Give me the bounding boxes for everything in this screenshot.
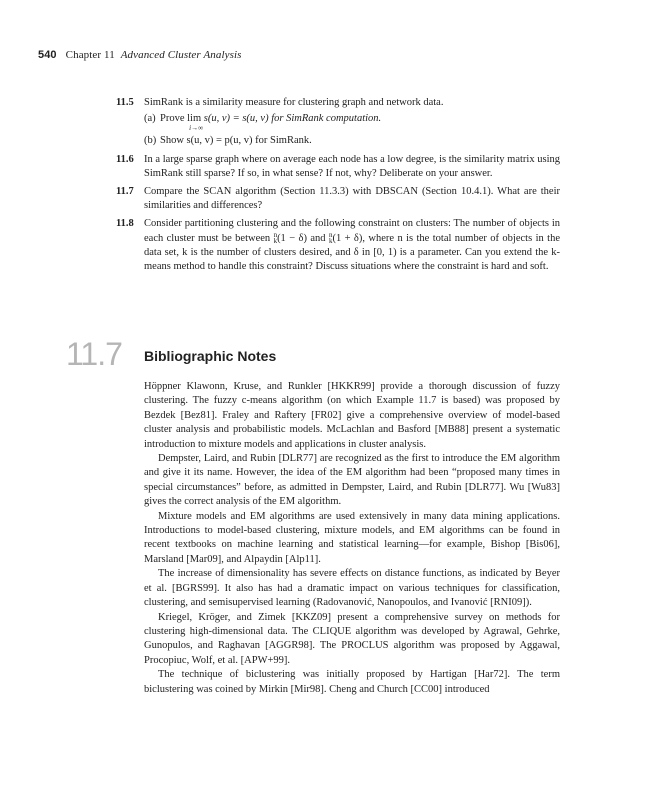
exercise-text-1: Consider partitioning clustering and the following constraint on clusters: The number of objects in each cluster must be between [144, 218, 560, 244]
chapter-label: Chapter 11 [65, 49, 115, 61]
fraction: n k [328, 231, 333, 246]
section-title: Bibliographic Notes [144, 348, 277, 364]
exercise-number: 11.5 [116, 97, 134, 108]
paragraph: The increase of dimensionality has severe effects on distance functions, as indicated by Beyer et al. [BGRS99]. It also has had a dramatic impact on various techniques for classification, clustering, and semisupervised learning (Radovanović, Nanopoulos, and Ivanović [RNI09]). [144, 568, 560, 609]
page-number: 540 [38, 49, 57, 61]
running-head [38, 49, 242, 61]
exercise-text-2: (1 − δ) and [277, 232, 329, 244]
exercise-list [116, 96, 560, 278]
chapter-title: Advanced Cluster Analysis [120, 49, 242, 61]
exercise-number: 11.7 [116, 186, 134, 198]
part-a-post: s(u, v) = s(u, v) for SimRank computation. [201, 113, 382, 125]
part-label: (a) [144, 113, 156, 125]
exercise-text: In a large sparse graph where on average each node has a low degree, is the similarity matrix using SimRank still sparse? If so, in what sense? If not, why? Deliberate on your answer. [144, 153, 560, 179]
exercise-number: 11.6 [116, 153, 134, 165]
fraction: n k [273, 231, 278, 246]
bibliographic-notes [144, 380, 560, 697]
exercise-11-8 [116, 217, 560, 274]
paragraph: Kriegel, Kröger, and Zimek [KKZ09] present a comprehensive survey on methods for clustering high-dimensional data. The CLIQUE algorithm was developed by Agrawal, Gehrke, Gunopulos, and Raghavan [AGGR98]. The PROCLUS algorithm was proposed by Aggawal, Procopiuc, Wolf, et al. [APW+99]. [144, 611, 560, 666]
exercise-part-b [144, 134, 560, 148]
paragraph: Mixture models and EM algorithms are used extensively in many data mining applications. Introductions to model-based clustering, mixture models, and EM algorithms can be found in recent textbooks on machine learning and statistical learning—for example, Bishop [Bis06], Marsland [Mar09], and Alpaydin [Alp11]. [144, 510, 560, 565]
part-b-text: Show s(u, v) = p(u, v) for SimRank. [160, 135, 312, 147]
exercise-text: Compare the SCAN algorithm (Section 11.3.3) with DBSCAN (Section 10.4.1). What are their similarities and differences? [144, 186, 560, 212]
paragraph: The technique of biclustering was initially proposed by Hartigan [Har72]. The term biclustering was coined by Mirkin [Mir98]. Cheng and Church [CC00] introduced [144, 669, 560, 695]
limit-subscript: i→∞ [189, 124, 204, 133]
exercise-part-a [144, 112, 560, 133]
paragraph: Höppner Klawonn, Kruse, and Runkler [HKKR99] provide a thorough discussion of fuzzy clustering. The fuzzy c-means algorithm (on which Example 11.7 is based) was proposed by Bezdek [Bez81]. Fraley and Raftery [FR02] give a comprehensive overview of model-based cluster analysis and probabilistic models. McLachlan and Basford [MB88] present a systematic introduction to mixture models and applications in cluster analysis. [144, 381, 560, 450]
exercise-text: SimRank is a similarity measure for clustering graph and network data. [144, 97, 444, 108]
exercise-text-3: (1 + δ), where n is the total number of objects in the data set, k is the number of clusters desired, and δ in [0, 1) is a parameter. Can you extend the k-means method to handle this constraint? Discuss situations where the constraint is hard and soft. [144, 232, 560, 273]
part-a-pre: Prove [160, 113, 188, 125]
paragraph: Dempster, Laird, and Rubin [DLR77] are recognized as the first to introduce the EM algorithm and give it its name. However, the idea of the EM algorithm had been “proposed many times in special circumstances” before, as admitted in Dempster, Laird, and Rubin [DLR77]. Wu [Wu83] gives the correct analysis of the EM algorithm. [144, 453, 560, 508]
exercise-11-6 [116, 153, 560, 181]
exercise-number: 11.8 [116, 218, 134, 230]
part-label: (b) [144, 135, 157, 147]
exercise-11-7 [116, 185, 560, 213]
section-number: 11.7 [66, 336, 122, 372]
exercise-11-5 [116, 96, 560, 149]
limit-operator: lim i→∞ [187, 113, 204, 133]
